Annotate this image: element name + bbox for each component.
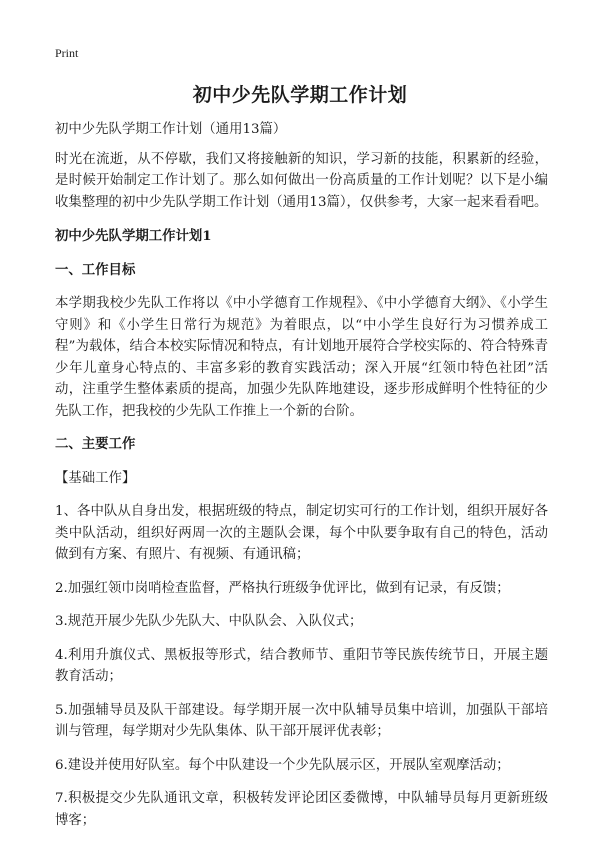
- list-item: 1、各中队从自身出发，根据班级的特点，制定切实可行的工作计划，组织开展好各类中队活动，组织好两周一次的主题队会课，每个中队要争取有自己的特色，活动做到有方案、有照片、有视频、有通讯稿；: [55, 504, 548, 562]
- subtitle: 初中少先队学期工作计划（通用13篇）: [55, 122, 287, 137]
- plan1-heading: 初中少先队学期工作计划1: [55, 228, 212, 244]
- basic-work-heading: 【基础工作】: [55, 470, 136, 486]
- section1-heading: 一、工作目标: [55, 261, 136, 278]
- section1-paragraph: 本学期我校少先队工作将以《中小学德育工作规程》、《中小学德育大纲》、《小学生守则》和《小学生日常行为规范》为着眼点，以“中小学生良好行为习惯养成工程”为载体，结合本校实际情况和特点，有计划地开展符合学校实际的、符合特殊青少年儿童身心特点的、丰富多彩的教育实践活动；深入开展“红领巾特色社团”活动，注重学生整体素质的提高，加强少先队阵地建设，逐步形成鲜明个性特征的少先队工作，把我校的少先队工作推上一个新的台阶。: [55, 296, 548, 419]
- list-item: 4.利用升旗仪式、黑板报等形式，结合教师节、重阳节等民族传统节日，开展主题教育活动；: [55, 647, 548, 684]
- list-item: 7.积极提交少先队通讯文章，积极转发评论团区委微博，中队辅导员每月更新班级博客；: [55, 791, 548, 828]
- list-item: 2.加强红领巾岗哨检查监督，严格执行班级争优评比，做到有记录，有反馈；: [55, 580, 510, 596]
- page-title: 初中少先队学期工作计划: [192, 84, 408, 106]
- print-link[interactable]: Print: [55, 46, 79, 60]
- list-item: 3.规范开展少先队少先队大、中队队会、入队仪式；: [55, 614, 363, 629]
- list-item: 5.加强辅导员及队干部建设。每学期开展一次中队辅导员集中培训，加强队干部培训与管理，每学期对少先队集体、队干部开展评优表彰；: [55, 702, 548, 739]
- article-body: [55, 119, 548, 843]
- section2-heading: 二、主要工作: [55, 436, 136, 452]
- intro-paragraph: 时光在流逝，从不停歇，我们又将接触新的知识，学习新的技能，积累新的经验，是时候开始制定工作计划了。那么如何做出一份高质量的工作计划呢？以下是小编收集整理的初中少先队学期工作计划（通用13篇），仅供参考，大家一起来看看吧。: [55, 151, 548, 210]
- list-item: 6.建设并使用好队室。每个中队建设一个少先队展示区，开展队室观摩活动；: [55, 757, 510, 773]
